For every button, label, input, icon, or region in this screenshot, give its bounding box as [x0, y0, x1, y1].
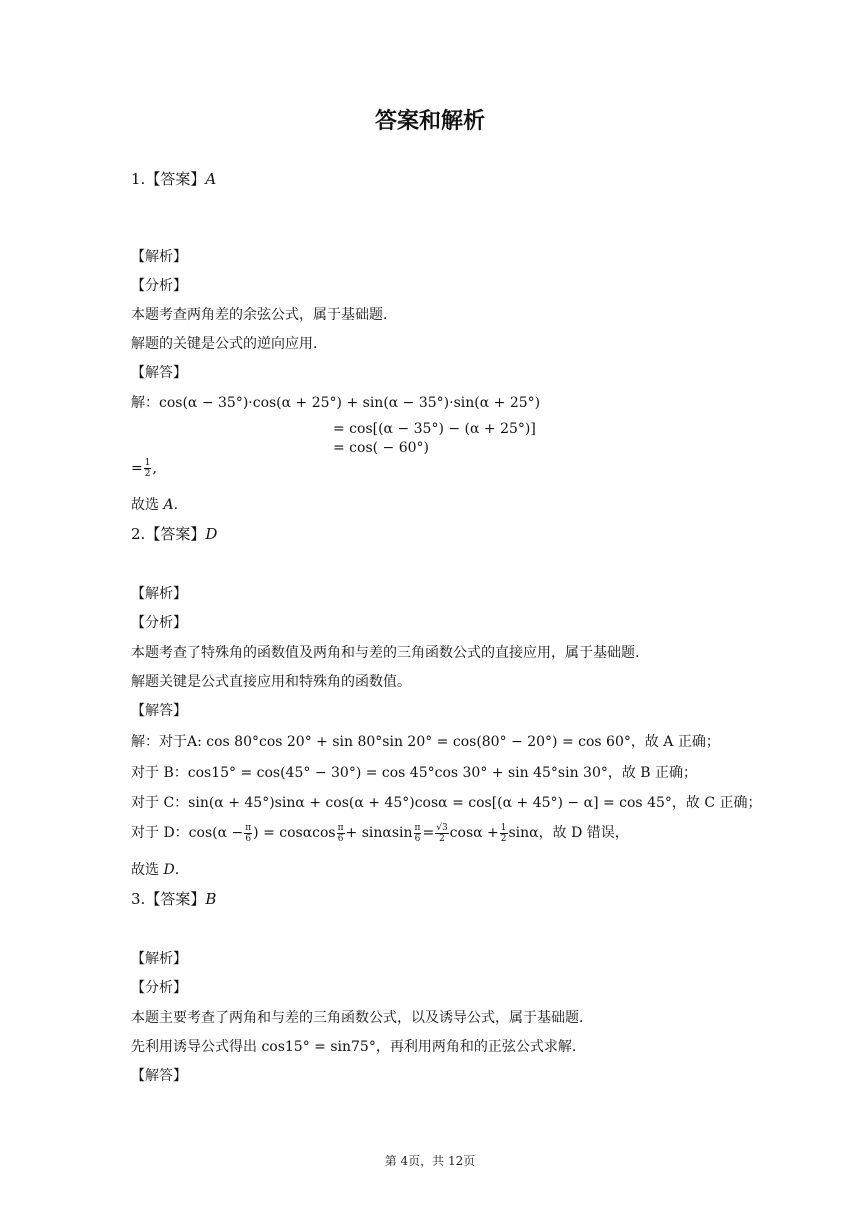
- q2-analysis-1: 本题考查了特殊角的函数值及两角和与差的三角函数公式的直接应用，属于基础题.: [131, 645, 640, 661]
- q2-option-b: 对于 B：cos15° = cos(45° − 30°) = cos 45°cos 30° + sin 45°sin 30°，故 B 正确；: [131, 765, 698, 781]
- q2-d-part-6: sinα，故 D 错误，: [508, 825, 629, 841]
- q1-fenxi: 【分析】: [131, 278, 187, 294]
- q2-d-frac-5: [500, 823, 508, 844]
- q1-analysis-2: 解题的关键是公式的逆向应用．: [131, 336, 327, 352]
- q2-d-frac-4: [435, 823, 448, 844]
- q2-end-pre: 故选: [131, 862, 159, 878]
- q2-d-frac-1-den: 6: [245, 833, 252, 844]
- q2-d-part-3: + sinαsin: [345, 825, 413, 841]
- q2-end-post: .: [174, 862, 180, 878]
- q1-answer: A: [205, 170, 217, 188]
- q2-d-frac-4-den: 2: [439, 833, 445, 844]
- q2-option-c: 对于 C：sin(α + 45°)sinα + cos(α + 45°)cosα = cos[(α + 45°) − α] = cos 45°，故 C 正确；: [131, 795, 762, 811]
- q2-fenxi: 【分析】: [131, 615, 187, 631]
- q1-end-post: .: [173, 497, 179, 513]
- q2-end-ans: D: [163, 862, 175, 878]
- q1-step-3: = cos( − 60°): [333, 440, 430, 456]
- q2-number: 2.: [131, 525, 146, 543]
- q2-d-frac-5-num: 1: [500, 822, 507, 833]
- q2-d-part-1: 对于 D：cos(α −: [131, 825, 244, 841]
- q1-step-1: 解：cos(α − 35°)·cos(α + 25°) + sin(α − 35°)·sin(α + 25°): [131, 395, 541, 411]
- q1-answer-label: 【答案】: [145, 170, 206, 188]
- q2-d-frac-2-den: 6: [337, 833, 344, 844]
- q3-number: 3.: [131, 890, 146, 908]
- q2-answer: D: [205, 525, 218, 543]
- q1-jieda: 【解答】: [131, 365, 187, 381]
- q1-jiexi: 【解析】: [131, 249, 187, 265]
- q2-d-frac-4-num: √3: [436, 822, 448, 833]
- page-footer: 第 4页，共 12页: [384, 1154, 476, 1168]
- q2-jiexi: 【解析】: [131, 586, 187, 602]
- q3-answer-line: [131, 888, 216, 909]
- q2-d-frac-1: [244, 823, 252, 844]
- q1-end-pre: 故选: [131, 497, 159, 513]
- q2-d-frac-1-num: π: [245, 822, 252, 833]
- q2-answer-label: 【答案】: [145, 525, 206, 543]
- q2-d-frac-5-den: 2: [500, 833, 507, 844]
- q2-d-frac-3-den: 6: [414, 833, 421, 844]
- q2-d-part-2: ) = cosαcos: [253, 825, 336, 841]
- q1-end-ans: A: [163, 497, 174, 513]
- q2-d-frac-3-num: π: [414, 822, 421, 833]
- q2-option-a: 解：对于A: cos 80°cos 20° + sin 80°sin 20° = cos(80° − 20°) = cos 60°，故 A 正确；: [131, 734, 720, 750]
- q1-step-2: = cos[(α − 35°) − (α + 25°)]: [333, 421, 536, 437]
- q3-analysis-1: 本题主要考查了两角和与差的三角函数公式，以及诱导公式，属于基础题．: [131, 1010, 593, 1026]
- q1-fraction: [144, 458, 152, 479]
- page-title: 答案和解析: [374, 109, 485, 134]
- q2-answer-line: [131, 523, 217, 544]
- q1-answer-line: [131, 168, 216, 189]
- q3-analysis-2: 先利用诱导公式得出 cos15° = sin75°，再利用两角和的正弦公式求解．: [131, 1039, 586, 1055]
- q1-analysis-1: 本题考查两角差的余弦公式，属于基础题．: [131, 307, 397, 323]
- q2-d-part-4: =: [422, 825, 435, 841]
- q3-answer: B: [205, 890, 217, 908]
- q2-d-frac-2-num: π: [337, 822, 344, 833]
- q1-frac-num: 1: [144, 458, 151, 468]
- q1-step-4-eq: =: [131, 460, 143, 477]
- q3-jieda: 【解答】: [131, 1068, 187, 1084]
- q1-conclusion: [131, 494, 178, 514]
- q1-step-4-comma: ,: [152, 460, 157, 477]
- q2-conclusion: [131, 859, 179, 879]
- q2-d-frac-2: [337, 823, 345, 844]
- q1-frac-den: 2: [144, 469, 151, 479]
- q2-d-part-5: cosα +: [449, 825, 499, 841]
- q2-analysis-2: 解题关键是公式直接应用和特殊角的函数值。: [131, 674, 411, 690]
- q2-d-frac-3: [414, 823, 422, 844]
- q3-fenxi: 【分析】: [131, 980, 187, 996]
- q3-answer-label: 【答案】: [145, 890, 206, 908]
- q3-jiexi: 【解析】: [131, 951, 187, 967]
- q1-step-4: [131, 458, 157, 479]
- q2-jieda: 【解答】: [131, 703, 187, 719]
- q1-number: 1.: [131, 170, 146, 188]
- q2-option-d: [131, 822, 629, 844]
